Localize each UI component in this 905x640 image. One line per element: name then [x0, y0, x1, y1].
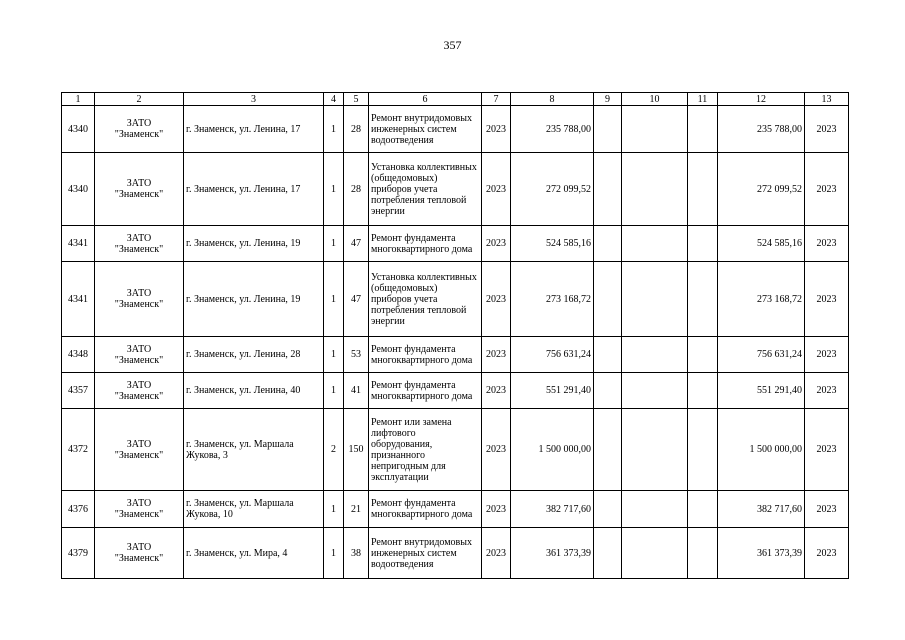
amount: 756 631,24 — [511, 337, 594, 373]
object-id: 4341 — [62, 226, 95, 262]
table-row — [62, 106, 849, 153]
table-row — [62, 491, 849, 528]
cell-col10 — [622, 226, 688, 262]
table-row — [62, 373, 849, 409]
column-header: 9 — [594, 93, 622, 106]
cell-col11 — [688, 226, 718, 262]
address: г. Знаменск, ул. Маршала Жукова, 3 — [184, 409, 324, 491]
amount: 235 788,00 — [511, 106, 594, 153]
municipality-line: ЗАТО — [126, 498, 152, 509]
cell-col9 — [594, 262, 622, 337]
total-amount: 756 631,24 — [718, 337, 805, 373]
cell-col5: 47 — [344, 226, 369, 262]
end-year: 2023 — [805, 528, 849, 579]
municipality-line: "Знаменск" — [114, 509, 164, 520]
amount: 272 099,52 — [511, 153, 594, 226]
municipality-line: "Знаменск" — [114, 129, 164, 140]
year: 2023 — [482, 226, 511, 262]
end-year: 2023 — [805, 226, 849, 262]
table-row — [62, 528, 849, 579]
cell-col4: 1 — [324, 528, 344, 579]
cell-col11 — [688, 262, 718, 337]
cell-col10 — [622, 373, 688, 409]
cell-col10 — [622, 528, 688, 579]
column-header: 8 — [511, 93, 594, 106]
year: 2023 — [482, 106, 511, 153]
column-header: 2 — [95, 93, 184, 106]
address: г. Знаменск, ул. Мира, 4 — [184, 528, 324, 579]
cell-col9 — [594, 337, 622, 373]
address: г. Знаменск, ул. Маршала Жукова, 10 — [184, 491, 324, 528]
year: 2023 — [482, 262, 511, 337]
work-type: Ремонт фундамента многоквартирного дома — [369, 337, 482, 373]
table-row — [62, 337, 849, 373]
work-type: Ремонт фундамента многоквартирного дома — [369, 226, 482, 262]
cell-col10 — [622, 491, 688, 528]
municipality — [95, 226, 184, 262]
address: г. Знаменск, ул. Ленина, 17 — [184, 106, 324, 153]
municipality — [95, 528, 184, 579]
cell-col9 — [594, 106, 622, 153]
year: 2023 — [482, 409, 511, 491]
table-row — [62, 153, 849, 226]
cell-col4: 1 — [324, 491, 344, 528]
total-amount: 273 168,72 — [718, 262, 805, 337]
cell-col5: 53 — [344, 337, 369, 373]
cell-col5: 47 — [344, 262, 369, 337]
municipality-line: "Знаменск" — [114, 553, 164, 564]
cell-col5: 28 — [344, 153, 369, 226]
object-id: 4376 — [62, 491, 95, 528]
year: 2023 — [482, 337, 511, 373]
municipality-line: "Знаменск" — [114, 189, 164, 200]
column-header: 6 — [369, 93, 482, 106]
object-id: 4340 — [62, 106, 95, 153]
municipality-line: ЗАТО — [126, 178, 152, 189]
address: г. Знаменск, ул. Ленина, 17 — [184, 153, 324, 226]
object-id: 4348 — [62, 337, 95, 373]
cell-col4: 1 — [324, 373, 344, 409]
municipality-line: "Знаменск" — [114, 354, 164, 366]
cell-col5: 38 — [344, 528, 369, 579]
amount: 1 500 000,00 — [511, 409, 594, 491]
column-header: 11 — [688, 93, 718, 106]
column-header: 10 — [622, 93, 688, 106]
work-type: Ремонт или замена лифтового оборудования, признанного непригодным для эксплуатации — [369, 409, 482, 491]
municipality — [95, 337, 184, 373]
amount: 273 168,72 — [511, 262, 594, 337]
column-header: 5 — [344, 93, 369, 106]
cell-col9 — [594, 153, 622, 226]
cell-col4: 1 — [324, 262, 344, 337]
column-header: 13 — [805, 93, 849, 106]
cell-col10 — [622, 262, 688, 337]
year: 2023 — [482, 528, 511, 579]
total-amount: 235 788,00 — [718, 106, 805, 153]
cell-col4: 1 — [324, 106, 344, 153]
work-type: Установка коллективных (общедомовых) приборов учета потребления тепловой энергии — [369, 153, 482, 226]
cell-col10 — [622, 409, 688, 491]
work-type: Ремонт внутридомовых инженерных систем водоотведения — [369, 106, 482, 153]
column-header: 12 — [718, 93, 805, 106]
column-header: 3 — [184, 93, 324, 106]
municipality-line: ЗАТО — [126, 232, 152, 244]
registry-table — [61, 92, 849, 579]
table-row — [62, 409, 849, 491]
cell-col11 — [688, 491, 718, 528]
end-year: 2023 — [805, 337, 849, 373]
amount: 524 585,16 — [511, 226, 594, 262]
municipality — [95, 153, 184, 226]
end-year: 2023 — [805, 409, 849, 491]
total-amount: 551 291,40 — [718, 373, 805, 409]
municipality — [95, 106, 184, 153]
amount: 382 717,60 — [511, 491, 594, 528]
column-header: 4 — [324, 93, 344, 106]
cell-col5: 41 — [344, 373, 369, 409]
cell-col4: 2 — [324, 409, 344, 491]
municipality — [95, 409, 184, 491]
object-id: 4357 — [62, 373, 95, 409]
end-year: 2023 — [805, 106, 849, 153]
cell-col11 — [688, 337, 718, 373]
cell-col10 — [622, 337, 688, 373]
total-amount: 1 500 000,00 — [718, 409, 805, 491]
object-id: 4341 — [62, 262, 95, 337]
municipality-line: ЗАТО — [126, 438, 152, 450]
municipality-line: ЗАТО — [126, 542, 152, 553]
total-amount: 382 717,60 — [718, 491, 805, 528]
cell-col11 — [688, 106, 718, 153]
page-number: 357 — [443, 38, 462, 52]
year: 2023 — [482, 491, 511, 528]
table-row — [62, 226, 849, 262]
cell-col5: 21 — [344, 491, 369, 528]
total-amount: 361 373,39 — [718, 528, 805, 579]
cell-col11 — [688, 528, 718, 579]
cell-col11 — [688, 153, 718, 226]
total-amount: 524 585,16 — [718, 226, 805, 262]
end-year: 2023 — [805, 262, 849, 337]
year: 2023 — [482, 373, 511, 409]
end-year: 2023 — [805, 153, 849, 226]
cell-col11 — [688, 409, 718, 491]
municipality — [95, 262, 184, 337]
cell-col9 — [594, 226, 622, 262]
address: г. Знаменск, ул. Ленина, 40 — [184, 373, 324, 409]
cell-col4: 1 — [324, 337, 344, 373]
cell-col10 — [622, 153, 688, 226]
municipality-line: "Знаменск" — [114, 299, 164, 310]
end-year: 2023 — [805, 491, 849, 528]
header-row — [62, 93, 849, 106]
column-header: 1 — [62, 93, 95, 106]
cell-col5: 28 — [344, 106, 369, 153]
work-type: Ремонт внутридомовых инженерных систем водоотведения — [369, 528, 482, 579]
municipality-line: ЗАТО — [126, 343, 152, 355]
object-id: 4379 — [62, 528, 95, 579]
cell-col4: 1 — [324, 226, 344, 262]
cell-col4: 1 — [324, 153, 344, 226]
municipality-line: "Знаменск" — [114, 243, 164, 255]
total-amount: 272 099,52 — [718, 153, 805, 226]
object-id: 4340 — [62, 153, 95, 226]
cell-col11 — [688, 373, 718, 409]
object-id: 4372 — [62, 409, 95, 491]
municipality-line: "Знаменск" — [114, 449, 164, 461]
cell-col9 — [594, 528, 622, 579]
municipality — [95, 373, 184, 409]
cell-col9 — [594, 409, 622, 491]
amount: 361 373,39 — [511, 528, 594, 579]
work-type: Ремонт фундамента многоквартирного дома — [369, 373, 482, 409]
year: 2023 — [482, 153, 511, 226]
cell-col10 — [622, 106, 688, 153]
municipality-line: "Знаменск" — [114, 390, 164, 402]
table-row — [62, 262, 849, 337]
work-type: Установка коллективных (общедомовых) приборов учета потребления тепловой энергии — [369, 262, 482, 337]
address: г. Знаменск, ул. Ленина, 28 — [184, 337, 324, 373]
cell-col9 — [594, 373, 622, 409]
municipality-line: ЗАТО — [126, 288, 152, 299]
municipality-line: ЗАТО — [126, 118, 152, 129]
municipality — [95, 491, 184, 528]
address: г. Знаменск, ул. Ленина, 19 — [184, 226, 324, 262]
column-header: 7 — [482, 93, 511, 106]
address: г. Знаменск, ул. Ленина, 19 — [184, 262, 324, 337]
municipality-line: ЗАТО — [126, 379, 152, 391]
cell-col5: 150 — [344, 409, 369, 491]
end-year: 2023 — [805, 373, 849, 409]
work-type: Ремонт фундамента многоквартирного дома — [369, 491, 482, 528]
cell-col9 — [594, 491, 622, 528]
amount: 551 291,40 — [511, 373, 594, 409]
